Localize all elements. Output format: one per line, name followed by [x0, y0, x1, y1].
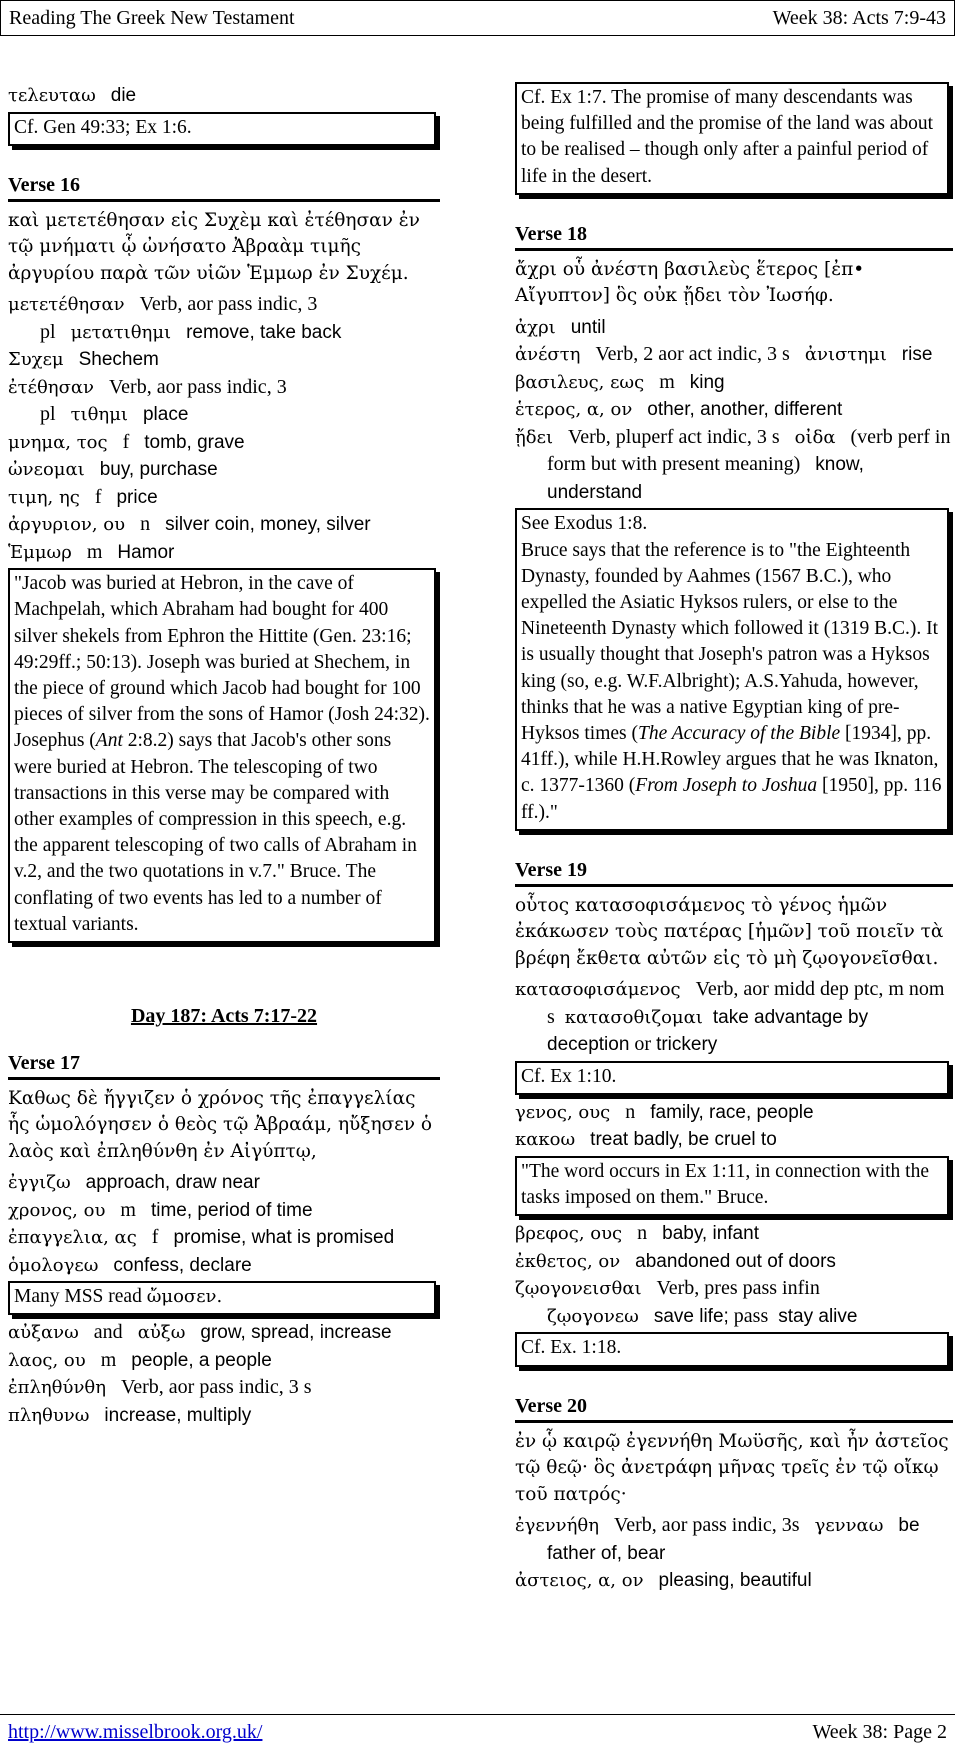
note-box: "The word occurs in Ex 1:11, in connection with the tasks imposed on them." Bruce. [515, 1156, 949, 1216]
page-header [0, 0, 955, 36]
vocab-entry [515, 396, 953, 424]
greek-term: γενος, ους [515, 1101, 611, 1123]
gloss: silver coin, money, silver [165, 514, 371, 536]
vocab-list [8, 291, 440, 566]
note-box: Cf. Gen 49:33; Ex 1:6. [8, 112, 436, 146]
gloss: buy, purchase [99, 459, 218, 481]
parsing-note: (verb perf in form but with present meaning) [547, 425, 951, 476]
vocab-list [515, 1099, 953, 1154]
vocab-entry [8, 1197, 440, 1225]
parsing: m [659, 370, 675, 393]
gloss: grow, spread, increase [200, 1322, 392, 1344]
vocab-entry [8, 539, 440, 567]
vocab-entry [8, 346, 440, 374]
vocab-entry [8, 1402, 440, 1430]
note-box: Cf. Ex. 1:18. [515, 1332, 949, 1366]
verse-text: Καθως δὲ ἤγγιζεν ὁ χρόνος τῆς ἐπαγγελίας ἧς ὡμολόγησεν ὁ θεὸς τῷ Ἀβραάμ, ηὔξησεν ὁ λαὸς καὶ ἐπληθύνθη ἐν Αἰγύπτῳ, [8, 1087, 433, 1162]
vocab-entry [8, 429, 440, 457]
greek-term: ᾔδει [515, 426, 554, 448]
vocab-entry [8, 291, 440, 346]
vocab-entry [515, 1275, 953, 1303]
parsing: Verb, aor pass indic, 3 pl [40, 375, 287, 426]
gloss: promise, what is promised [173, 1227, 395, 1249]
vocab-entry [515, 1126, 953, 1154]
vocab-list [515, 1220, 953, 1303]
vocab-entry [515, 341, 953, 369]
gloss: baby, infant [662, 1223, 759, 1245]
left-column [8, 82, 440, 1429]
parsing: f [94, 485, 102, 508]
note-box: Cf. Ex 1:10. [515, 1061, 949, 1095]
greek-term: ἀστειος, α, ον [515, 1570, 644, 1592]
lexical-form: αὐξω [137, 1322, 186, 1344]
gloss: increase, multiply [104, 1404, 252, 1426]
bruce-note-box: "Jacob was buried at Hebron, in the cave of Machpelah, which Abraham had bought for 400 silver shekels from Ephron the Hittite (Gen. 23:16; 49:29ff.; 50:13). Joseph was buried at Shechem, in the piece of ground which Jacob had bought for 100 pieces of silver from the sons of Hamor (Josh 24:32). Josephus (Ant 2:8.2) says that Jacob's other sons were buried at Hebron. The telescoping of two transactions in this verse may be compared with other examples of compression in this speech, e.g. the apparent telescoping of two calls of Abraham in v.2, and the two quotations in v.7." Bruce. The conflating of two events has led to a number of textual variants. [8, 568, 436, 943]
greek-term: κακοω [515, 1129, 576, 1151]
gloss: tomb, grave [144, 431, 245, 453]
right-column [515, 82, 953, 1595]
vocab-entry [8, 1169, 440, 1197]
gloss: pleasing, beautiful [658, 1570, 812, 1592]
parsing: Verb, pres pass infin [656, 1277, 820, 1300]
vocab-entry [8, 1347, 440, 1375]
header-title: Reading The Greek New Testament [9, 6, 295, 29]
parsing: Verb, aor pass indic, 3s [614, 1514, 800, 1537]
parsing: m [86, 540, 103, 563]
parsing: Verb, 2 aor act indic, 3 s [595, 343, 790, 366]
vocab-entry [8, 1224, 440, 1252]
day-heading: Day 187: Acts 7:17-22 [130, 1005, 318, 1028]
vocab-entry [515, 1248, 953, 1276]
vocab-entry [515, 1512, 953, 1567]
footer-page: Week 38: Page 2 [812, 1721, 947, 1743]
greek-term: Ἑμμωρ [8, 541, 72, 563]
gloss: time, period of time [150, 1199, 313, 1221]
greek-term: ἐγεννήθη [515, 1515, 600, 1537]
greek-term: βασιλευς, εως [515, 371, 645, 393]
verse-heading: Verse 20 [515, 1393, 953, 1423]
vocab-list [515, 1512, 953, 1595]
verse-text: οὗτος κατασοφισάμενος τὸ γένος ἡμῶν ἐκάκωσεν τοὺς πατέρας [ἡμῶν] τοῦ ποιεῖν τὰ βρέφη ἔκθετα αὐτῶν εἰς τὸ μὴ ζῳογονεῖσθαι. [515, 894, 944, 969]
vocab-entry [8, 1374, 440, 1402]
greek-term: χρονος, ου [8, 1199, 106, 1221]
parsing: f [151, 1226, 159, 1249]
bruce-note-box: See Exodus 1:8. Bruce says that the reference is to "the Eighteenth Dynasty, founded by Aahmes (1567 B.C.), who expelled the Asiatic Hyksos rulers, or else to the Nineteenth Dynasty which followed it (1319 B.C.). It is usually thought that Joseph's patron was a Hyksos king (so, e.g. W.F.Albright); A.S.Yahuda, however, thinks that he was a native Egyptian king of pre-Hyksos times (The Accuracy of the Bible [1934], pp. 41ff.), while H.H.Rowley argues that he was Iknaton, c. 1377-1360 (From Joseph to Joshua [1950], pp. 116 ff.)." [515, 508, 949, 830]
verse-heading: Verse 17 [8, 1050, 440, 1080]
gloss: abandoned out of doors [635, 1250, 836, 1272]
parsing: n [637, 1222, 648, 1245]
verse-heading: Verse 16 [8, 172, 440, 202]
gloss: family, race, people [650, 1101, 814, 1123]
gloss: king [689, 371, 725, 393]
page-footer [0, 1714, 955, 1744]
parsing: Verb, aor pass indic, 3 s [121, 1376, 312, 1399]
gloss: remove, take back [186, 321, 342, 343]
verse-heading: Verse 18 [515, 221, 953, 251]
vocab-list [515, 314, 953, 507]
verse-text: καὶ μετετέθησαν εἰς Συχὲμ καὶ ἐτέθησαν ἐν τῷ μνήματι ᾧ ὠνήσατο Ἀβραὰμ τιμῆς ἀργυρίου παρὰ τῶν υἱῶν Ἑμμωρ ἐν Συχέμ. [8, 209, 420, 284]
vocab-entry: τελευταω die [8, 85, 137, 106]
vocab-entry [8, 1319, 440, 1347]
vocab-entry [8, 511, 440, 539]
gloss: know, understand [547, 454, 864, 503]
gloss: be father of, bear [547, 1515, 920, 1564]
vocab-list [8, 1169, 440, 1279]
gloss: until [570, 316, 606, 338]
greek-term: βρεφος, ους [515, 1223, 623, 1245]
gloss: approach, draw near [85, 1172, 260, 1194]
vocab-entry [515, 1567, 953, 1595]
note-box: Cf. Ex 1:7. The promise of many descendants was being fulfilled and the promise of the land was about to be realised – though only after a painful period of life in the desert. [515, 82, 949, 195]
vocab-entry [8, 1252, 440, 1280]
greek-term: ἑτερος, α, ον [515, 399, 633, 421]
verse-heading: Verse 19 [515, 857, 953, 887]
greek-term: μνημα, τος [8, 431, 108, 453]
parsing: f [122, 430, 130, 453]
parsing: m [120, 1198, 136, 1221]
gloss: confess, declare [113, 1254, 252, 1276]
vocab-entry [8, 456, 440, 484]
lexical-form: τιθημι [70, 404, 128, 426]
greek-term: ἀργυριον, ου [8, 514, 126, 536]
gloss: other, another, different [647, 399, 843, 421]
gloss: price [116, 486, 158, 508]
greek-term: ἀχρι [515, 316, 556, 338]
gloss: rise [901, 344, 933, 366]
greek-term: ἐπαγγελια, ας [8, 1227, 137, 1249]
verse-text: ἄχρι οὗ ἀνέστη βασιλεὺς ἕτερος [ἐπ• Αἴγυπτον] ὃς οὐκ ᾔδει τὸν Ἰωσήφ. [515, 258, 865, 307]
vocab-list [8, 1319, 440, 1429]
greek-term: πληθυνω [8, 1404, 90, 1426]
vocab-entry [515, 314, 953, 342]
verse-text: ἐν ᾧ καιρῷ ἐγεννήθη Μωϋσῆς, καὶ ἦν ἀστεῖος τῷ θεῷ· ὃς ἀνετράφη μῆνας τρεῖς ἐν τῷ οἴκῳ τοῦ πατρός· [515, 1430, 949, 1505]
greek-term: λαος, ου [8, 1349, 86, 1371]
note-box: Many MSS read ὤμοσεν. [8, 1281, 436, 1315]
parsing: Verb, aor pass indic, 3 pl [40, 293, 318, 343]
greek-term: ἀνέστη [515, 344, 581, 366]
parsing: and [93, 1321, 123, 1344]
greek-term: ἐτέθησαν [8, 376, 94, 398]
website-link[interactable]: http://www.misselbrook.org.uk/ [8, 1721, 263, 1743]
vocab-entry [515, 1220, 953, 1248]
gloss: Shechem [78, 349, 159, 371]
vocab-entry: κατασοφισάμενος Verb, aor midd dep ptc, m nom s κατασοθιζομαι take advantage by deception or trickery [515, 978, 945, 1056]
lexical-form: μετατιθημι [70, 321, 172, 343]
greek-term: ἐκθετος, ον [515, 1250, 621, 1272]
lexical-form: γενναω [814, 1515, 884, 1537]
greek-term: ἐπληθύνθη [8, 1377, 107, 1399]
gloss: treat badly, be cruel to [590, 1129, 777, 1151]
header-week: Week 38: Acts 7:9-43 [772, 6, 946, 29]
parsing: m [100, 1348, 117, 1371]
gloss: Hamor [117, 541, 175, 563]
greek-term: αὐξανω [8, 1322, 79, 1344]
greek-term: Συχεμ [8, 349, 64, 371]
vocab-entry [515, 369, 953, 397]
greek-term: τιμη, ης [8, 486, 80, 508]
parsing: n [140, 513, 151, 536]
lexical-form: οἰδα [794, 426, 836, 448]
gloss: people, a people [131, 1349, 272, 1371]
vocab-entry [515, 1099, 953, 1127]
gloss: place [142, 404, 189, 426]
greek-term: μετετέθησαν [8, 294, 125, 316]
greek-term: ἐγγιζω [8, 1172, 71, 1194]
greek-term: ὁμολογεω [8, 1254, 99, 1276]
vocab-entry [8, 374, 440, 429]
vocab-entry [8, 484, 440, 512]
lexical-form: ἀνιστημι [804, 344, 887, 366]
parsing: Verb, pluperf act indic, 3 s [568, 425, 780, 448]
greek-term: ὠνεομαι [8, 459, 85, 481]
greek-term: ζῳογονεισθαι [515, 1278, 642, 1300]
parsing: n [625, 1100, 636, 1123]
vocab-entry: ζῳογονεω save life; pass stay alive [547, 1304, 858, 1327]
vocab-entry [515, 424, 953, 507]
